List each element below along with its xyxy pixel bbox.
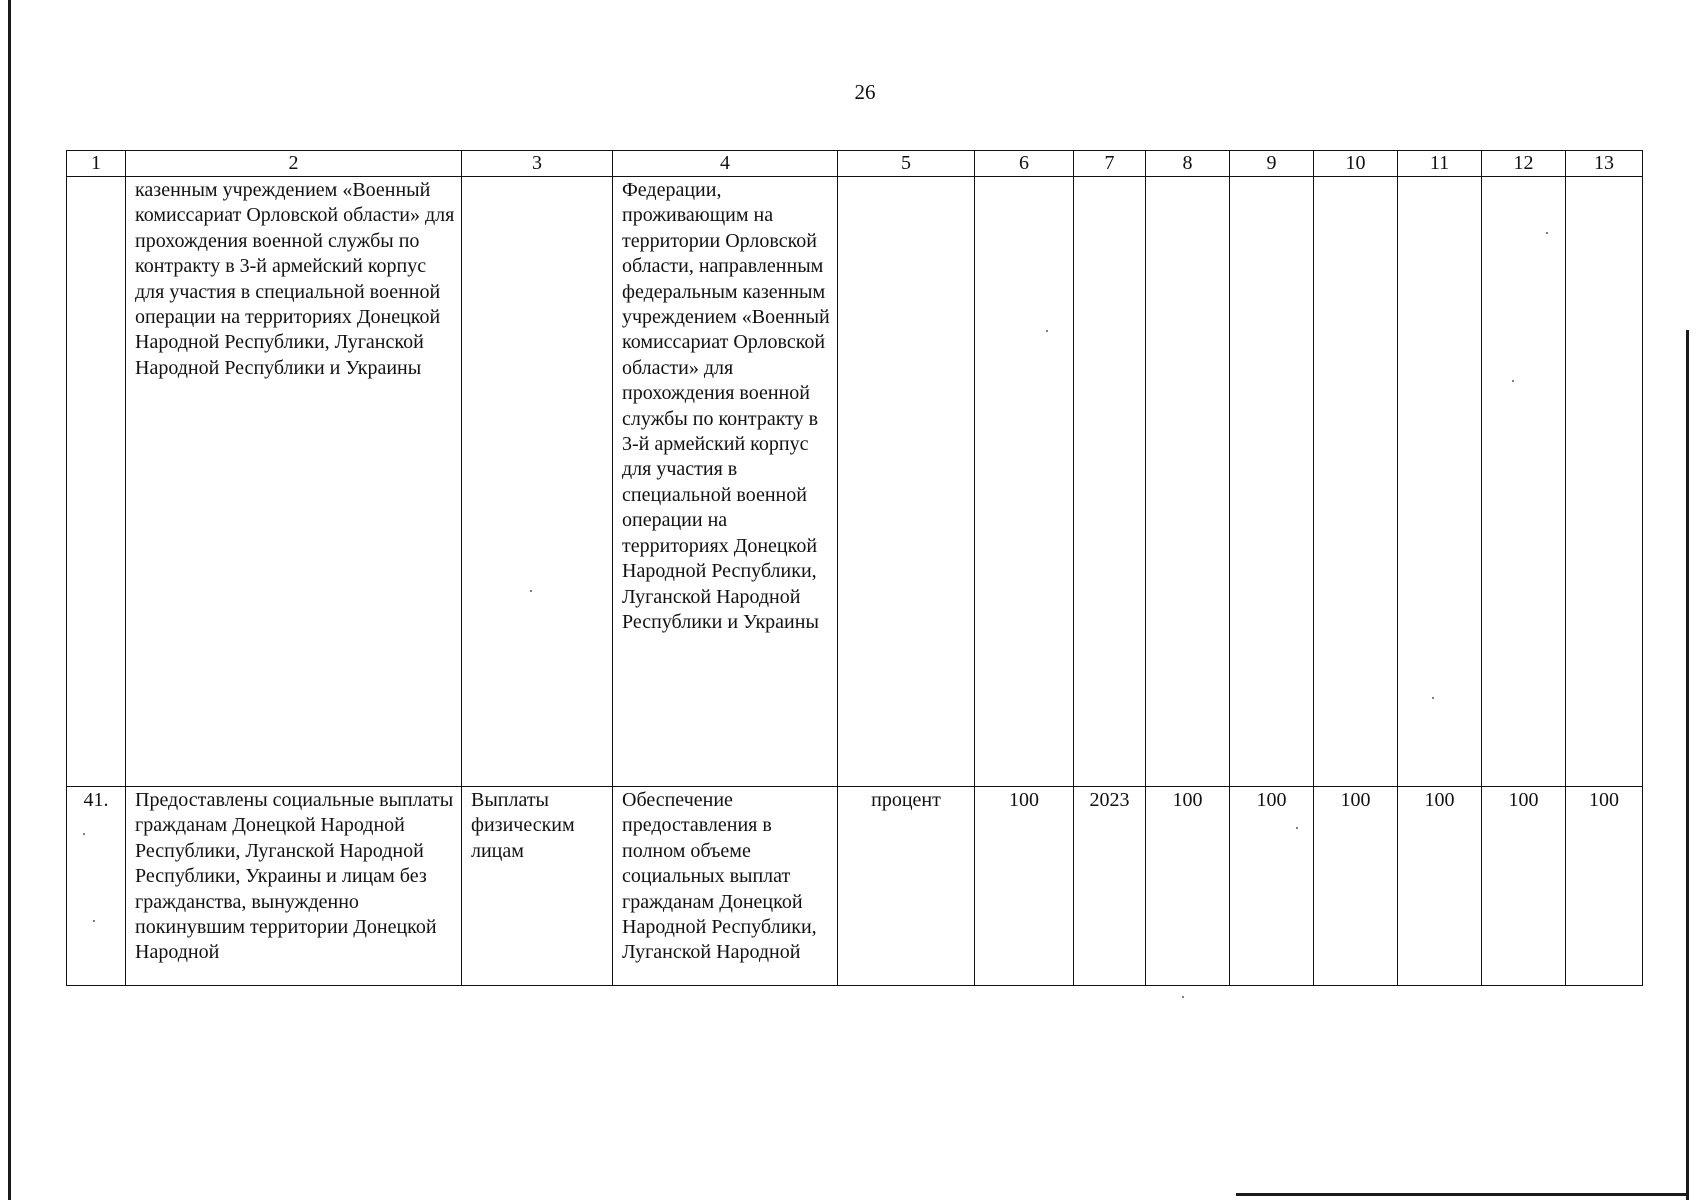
column-header: 12	[1482, 151, 1566, 177]
column-header: 1	[67, 151, 126, 177]
header-row	[67, 151, 1643, 177]
column-header: 11	[1398, 151, 1482, 177]
table-row	[67, 177, 1643, 787]
value-cell: 100	[1172, 789, 1203, 811]
year-cell	[1074, 177, 1145, 178]
row-number-cell: 41.	[83, 789, 109, 811]
scan-speck	[93, 920, 95, 922]
value-cell: 100	[1424, 789, 1455, 811]
value-cell	[1482, 177, 1565, 178]
value-cell: 100	[1508, 789, 1539, 811]
column-header: 2	[126, 151, 462, 177]
value-cell	[1398, 177, 1481, 178]
payment-type-cell	[462, 177, 612, 178]
scan-speck	[1046, 330, 1048, 332]
task-description-cell: Федерации, проживающим на территории Орловской области, направленным федеральным казенным учреждением «Военный комиссариат Орловской области» для прохождения военной службы по контракту в 3-й армейский корпус для участия в специальной военной операции на территориях Донецкой Народной Республики, Луганской Народной Республики и Украины	[622, 179, 830, 633]
table-row	[67, 787, 1643, 986]
value-cell	[1566, 177, 1642, 178]
scan-speck	[1512, 380, 1514, 382]
scan-speck	[83, 833, 85, 835]
unit-cell	[838, 177, 974, 178]
scan-speck	[530, 590, 532, 592]
scan-speck	[1182, 996, 1184, 998]
scan-speck	[1296, 827, 1298, 829]
value-cell	[975, 177, 1073, 178]
column-header: 5	[838, 151, 975, 177]
result-description-cell: Предоставлены социальные выплаты гражданам Донецкой Народной Республики, Луганской Народной Республики, Украины и лицам без гражданства, вынужденно покинувшим территории Донецкой Народной	[135, 789, 454, 964]
value-cell	[1230, 177, 1313, 178]
year-cell: 2023	[1089, 789, 1130, 811]
column-header: 7	[1074, 151, 1146, 177]
document-table	[66, 150, 1643, 986]
scan-speck	[1546, 232, 1548, 234]
value-cell	[1314, 177, 1397, 178]
column-header: 10	[1314, 151, 1398, 177]
scan-edge-bottom	[1236, 1193, 1689, 1196]
scan-edge-right	[1686, 330, 1689, 1200]
value-cell	[1146, 177, 1229, 178]
scan-edge-left	[8, 0, 11, 1200]
column-header: 8	[1146, 151, 1230, 177]
payment-type-cell: Выплаты физическим лицам	[471, 789, 575, 862]
value-cell: 100	[1340, 789, 1371, 811]
page-number: 26	[854, 80, 876, 104]
column-header: 3	[462, 151, 613, 177]
unit-cell: процент	[871, 789, 941, 811]
column-header: 13	[1566, 151, 1643, 177]
value-cell: 100	[1256, 789, 1287, 811]
column-header: 9	[1230, 151, 1314, 177]
row-number-cell	[67, 177, 125, 178]
result-description-cell: казенным учреждением «Военный комиссариат Орловской области» для прохождения военной службы по контракту в 3-й армейский корпус для участия в специальной военной операции на территориях Донецкой Народной Республики, Луганской Народной Республики и Украины	[135, 179, 455, 379]
column-header: 6	[975, 151, 1074, 177]
value-cell: 100	[1009, 789, 1039, 811]
column-header: 4	[613, 151, 838, 177]
scan-speck	[1432, 697, 1434, 699]
value-cell: 100	[1589, 789, 1619, 811]
task-description-cell: Обеспечение предоставления в полном объеме социальных выплат гражданам Донецкой Народной Республики, Луганской Народной	[622, 789, 817, 964]
